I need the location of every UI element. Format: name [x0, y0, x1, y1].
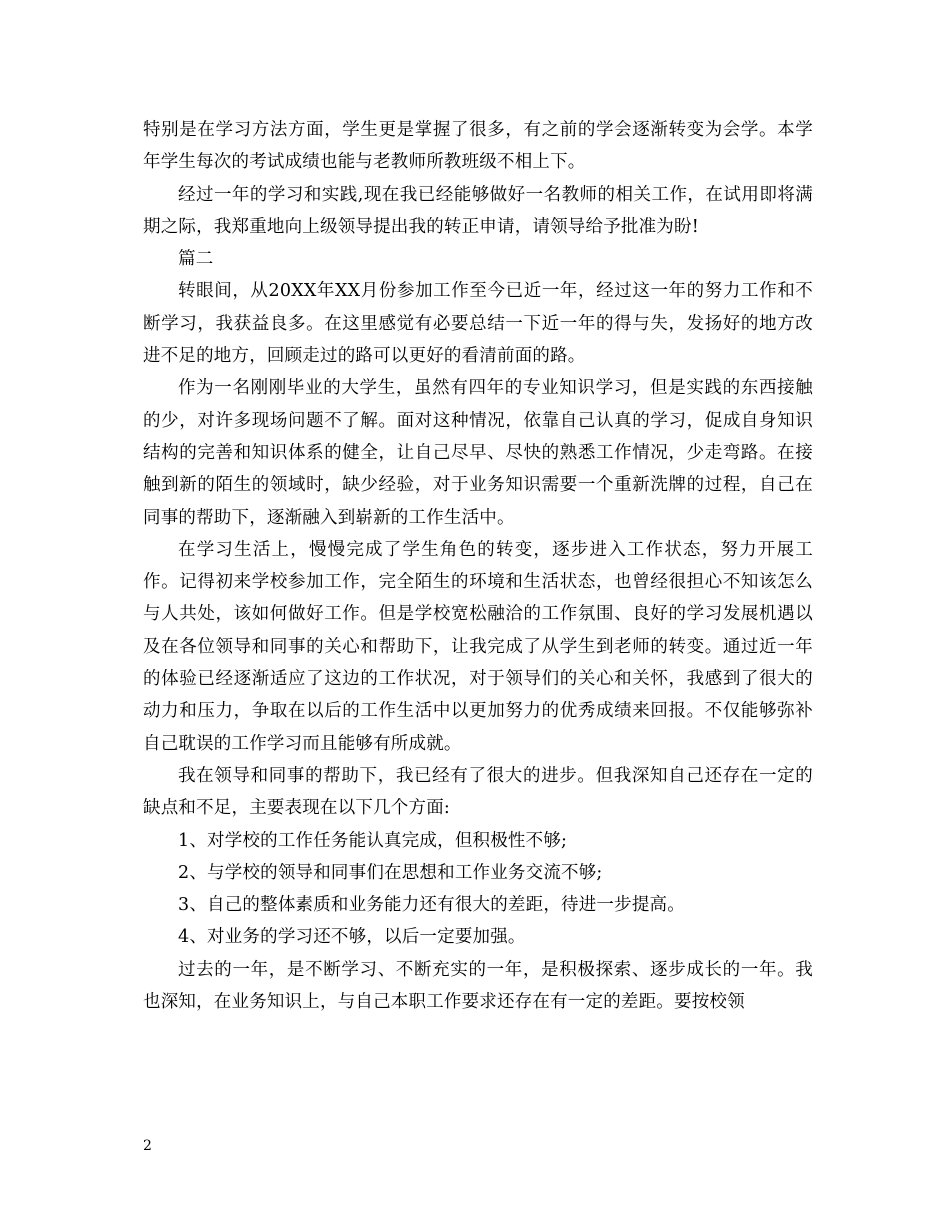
paragraph: 特别是在学习方法方面，学生更是掌握了很多，有之前的学会逐渐转变为会学。本学年学生每次的考试成绩也能与老教师所教班级不相上下。	[143, 120, 813, 173]
paragraph: 我在领导和同事的帮助下，我已经有了很大的进步。但我深知自己还存在一定的缺点和不足，主要表现在以下几个方面:	[143, 765, 813, 819]
body-text	[143, 114, 813, 1018]
list-item: 3、自己的整体素质和业务能力还有很大的差距，待进一步提高。	[178, 895, 685, 916]
paragraph: 作为一名刚刚毕业的大学生，虽然有四年的专业知识学习，但是实践的东西接触的少，对许多现场问题不了解。面对这种情况，依靠自己认真的学习，促成自身知识结构的完善和知识体系的健全，让自己尽早、尽快的熟悉工作情况，少走弯路。在接触到新的陌生的领域时，缺少经验，对于业务知识需要一个重新洗牌的过程，自己在同事的帮助下，逐渐融入到崭新的工作生活中。	[143, 378, 813, 528]
list-item: 2、与学校的领导和同事们在思想和工作业务交流不够;	[178, 862, 603, 883]
paragraph: 在学习生活上，慢慢完成了学生角色的转变，逐步进入工作状态，努力开展工作。记得初来学校参加工作，完全陌生的环境和生活状态，也曾经很担心不知该怎么与人共处，该如何做好工作。但是学校宽松融洽的工作氛围、良好的学习发展机遇以及在各位领导和同事的关心和帮助下，让我完成了从学生到老师的转变。通过近一年的体验已经逐渐适应了这边的工作状况，对于领导们的关心和关怀，我感到了很大的动力和压力，争取在以后的工作生活中以更加努力的优秀成绩来回报。不仅能够弥补自己耽误的工作学习而且能够有所成就。	[143, 539, 813, 754]
paragraph: 过去的一年，是不断学习、不断充实的一年，是积极探索、逐步成长的一年。我也深知，在业务知识上，与自己本职工作要求还存在有一定的差距。要按校领	[143, 959, 813, 1013]
paragraph: 经过一年的学习和实践,现在我已经能够做好一名教师的相关工作，在试用即将满期之际，我郑重地向上级领导提出我的转正申请，请领导给予批准为盼!	[143, 184, 813, 237]
page-number: 2	[143, 1138, 152, 1154]
paragraph: 转眼间，从20XX年XX月份参加工作至今已近一年，经过这一年的努力工作和不断学习，我获益良多。在这里感觉有必要总结一下近一年的得与失，发扬好的地方改进不足的地方，回顾走过的路可以更好的看清前面的路。	[143, 281, 813, 367]
list-item: 1、对学校的工作任务能认真完成，但积极性不够;	[178, 830, 568, 851]
section-heading: 篇二	[178, 249, 214, 270]
list-item: 4、对业务的学习还不够，以后一定要加强。	[178, 927, 526, 948]
